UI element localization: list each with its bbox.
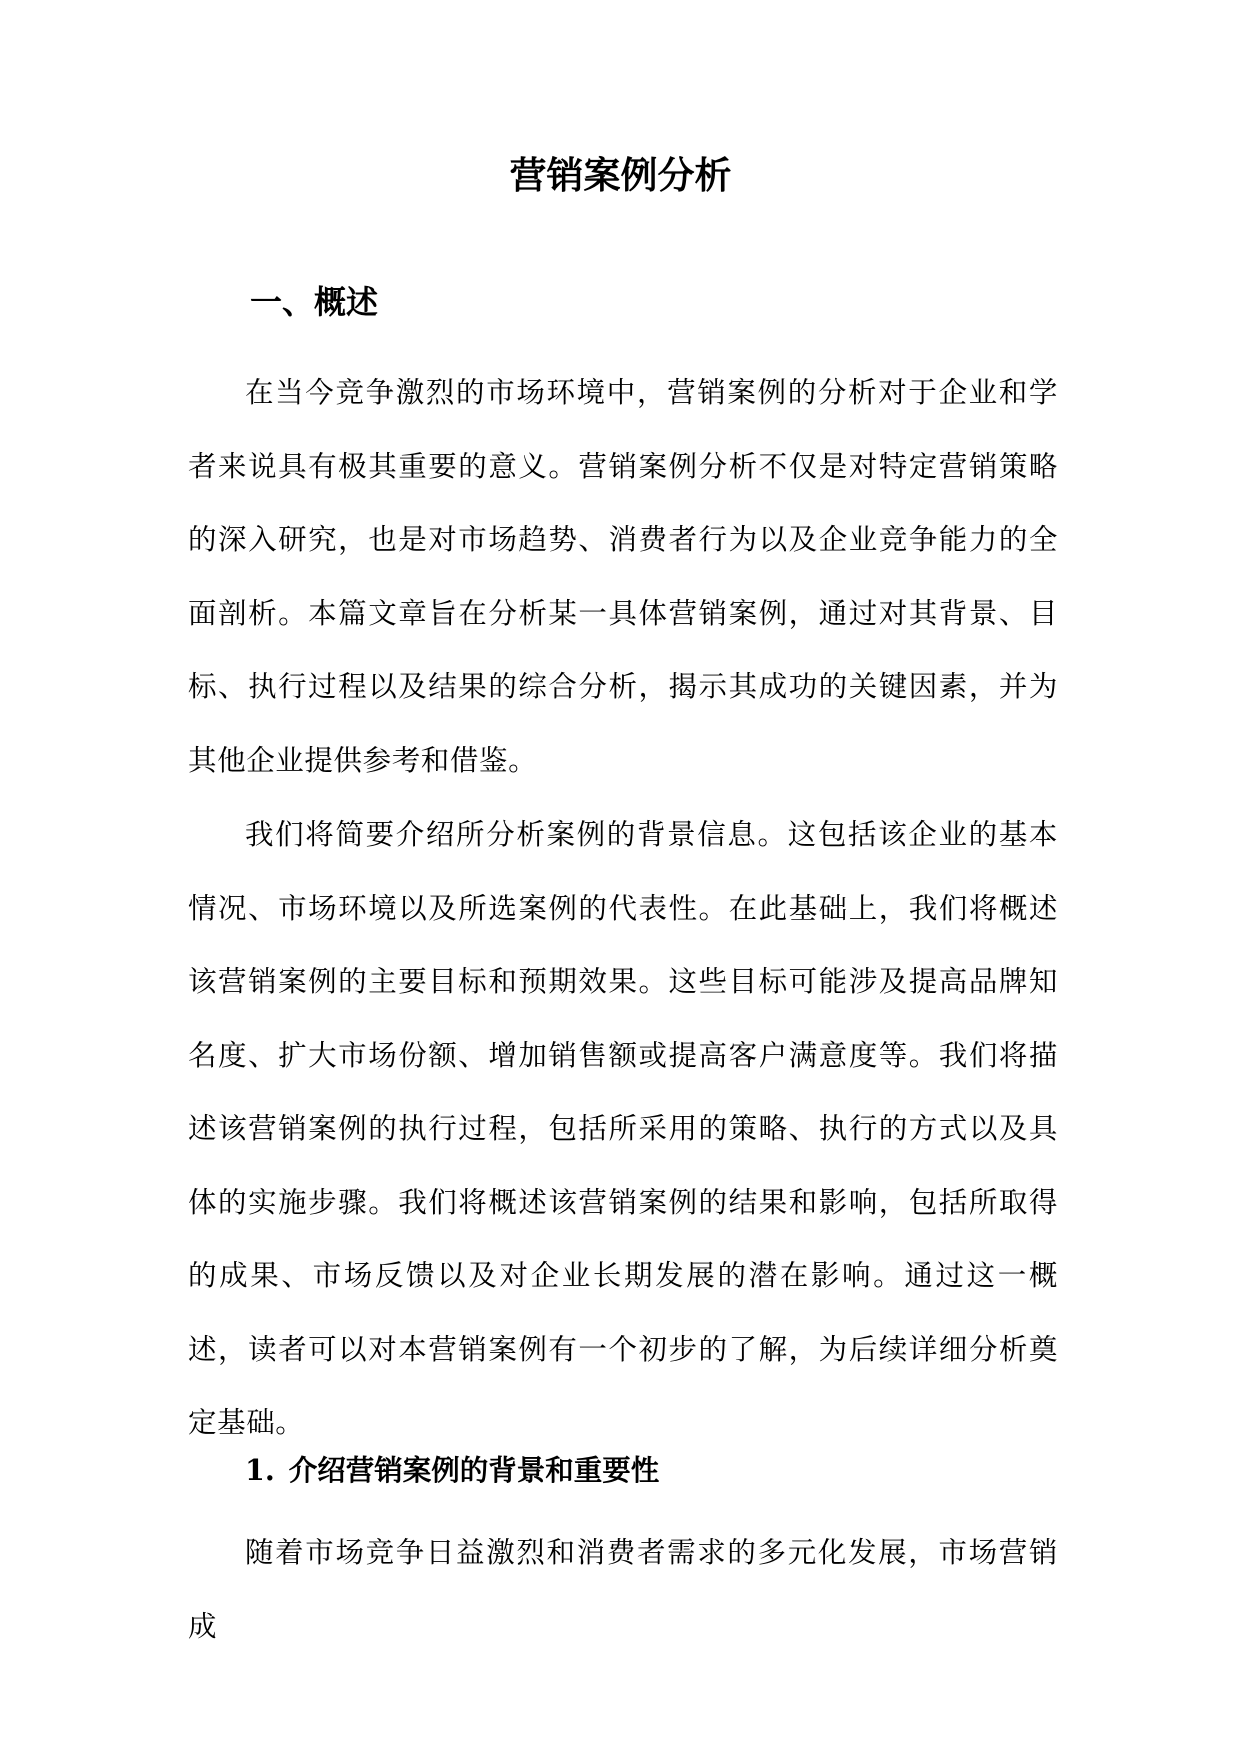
- subsection-heading: [245, 1448, 659, 1492]
- paragraph-case-overview: 我们将简要介绍所分析案例的背景信息。这包括该企业的基本情况、市场环境以及所选案例的代表性。在此基础上，我们将概述该营销案例的主要目标和预期效果。这些目标可能涉及提高品牌知名度、扩大市场份额、增加销售额或提高客户满意度等。我们将描述该营销案例的执行过程，包括所采用的策略、执行的方式以及具体的实施步骤。我们将概述该营销案例的结果和影响，包括所取得的成果、市场反馈以及对企业长期发展的潜在影响。通过这一概述，读者可以对本营销案例有一个初步的了解，为后续详细分析奠定基础。: [188, 818, 1058, 1439]
- section-heading-overview: 一、概述: [250, 283, 379, 321]
- paragraph-background: 随着市场竞争日益激烈和消费者需求的多元化发展，市场营销成: [188, 1536, 1058, 1643]
- document-title: 营销案例分析: [509, 153, 732, 197]
- subsection-title: 介绍营销案例的背景和重要性: [288, 1453, 660, 1487]
- paragraph-intro: 在当今竞争激烈的市场环境中，营销案例的分析对于企业和学者来说具有极其重要的意义。营销案例分析不仅是对特定营销策略的深入研究，也是对市场趋势、消费者行为以及企业竞争能力的全面剖析。本篇文章旨在分析某一具体营销案例，通过对其背景、目标、执行过程以及结果的综合分析，揭示其成功的关键因素，并为其他企业提供参考和借鉴。: [188, 376, 1058, 777]
- subsection-number: 1.: [245, 1453, 275, 1487]
